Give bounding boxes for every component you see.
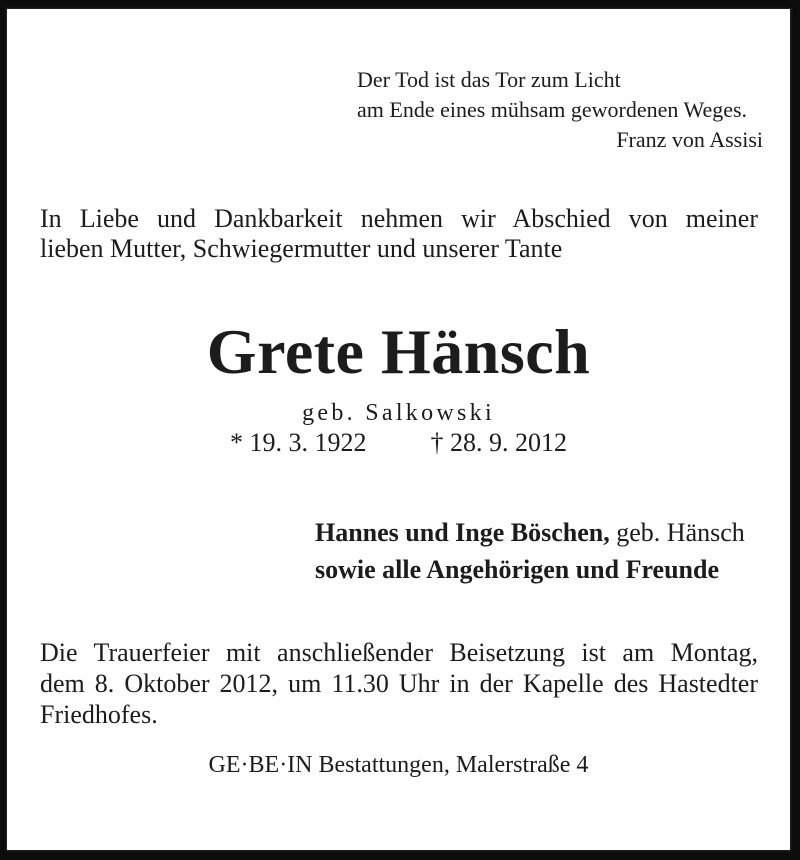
deceased-name: Grete Hänsch: [206, 316, 591, 387]
ceremony-line-1: Die Trauerfeier mit anschließender Beisetzung ist am Montag,: [40, 638, 758, 667]
mourners-names: Hannes und Inge Böschen,: [315, 518, 610, 547]
life-dates: [7, 428, 790, 458]
mourners-line-2: sowie alle Angehörigen und Freunde: [315, 555, 720, 584]
quote-line-2: am Ende eines mühsam gewordenen Weges.: [357, 97, 748, 122]
intro-paragraph: [40, 204, 758, 264]
intro-line-1: In Liebe und Dankbarkeit nehmen wir Abschied von meiner: [40, 204, 758, 233]
maiden-name: geb. Salkowski: [302, 400, 495, 426]
death-date: † 28. 9. 2012: [430, 428, 567, 457]
ceremony-paragraph: [40, 637, 758, 730]
obituary-page: [7, 9, 790, 850]
quote-line-1: Der Tod ist das Tor zum Licht: [357, 67, 621, 92]
mourners-names-suffix: geb. Hänsch: [609, 518, 745, 547]
epigraph-quote: [357, 65, 763, 155]
birth-date: * 19. 3. 1922: [230, 428, 367, 457]
funeral-home-footer: GE·BE·IN Bestattungen, Malerstraße 4: [208, 752, 589, 778]
intro-line-2: lieben Mutter, Schwiegermutter und unserer Tante: [40, 234, 563, 263]
quote-attribution: Franz von Assisi: [616, 127, 763, 152]
mourners-block: [315, 514, 745, 588]
mourners-line-1: [315, 514, 745, 551]
ceremony-line-3: Friedhofes.: [40, 700, 158, 729]
ceremony-line-2: dem 8. Oktober 2012, um 11.30 Uhr in der Kapelle des Hastedter: [40, 669, 758, 698]
